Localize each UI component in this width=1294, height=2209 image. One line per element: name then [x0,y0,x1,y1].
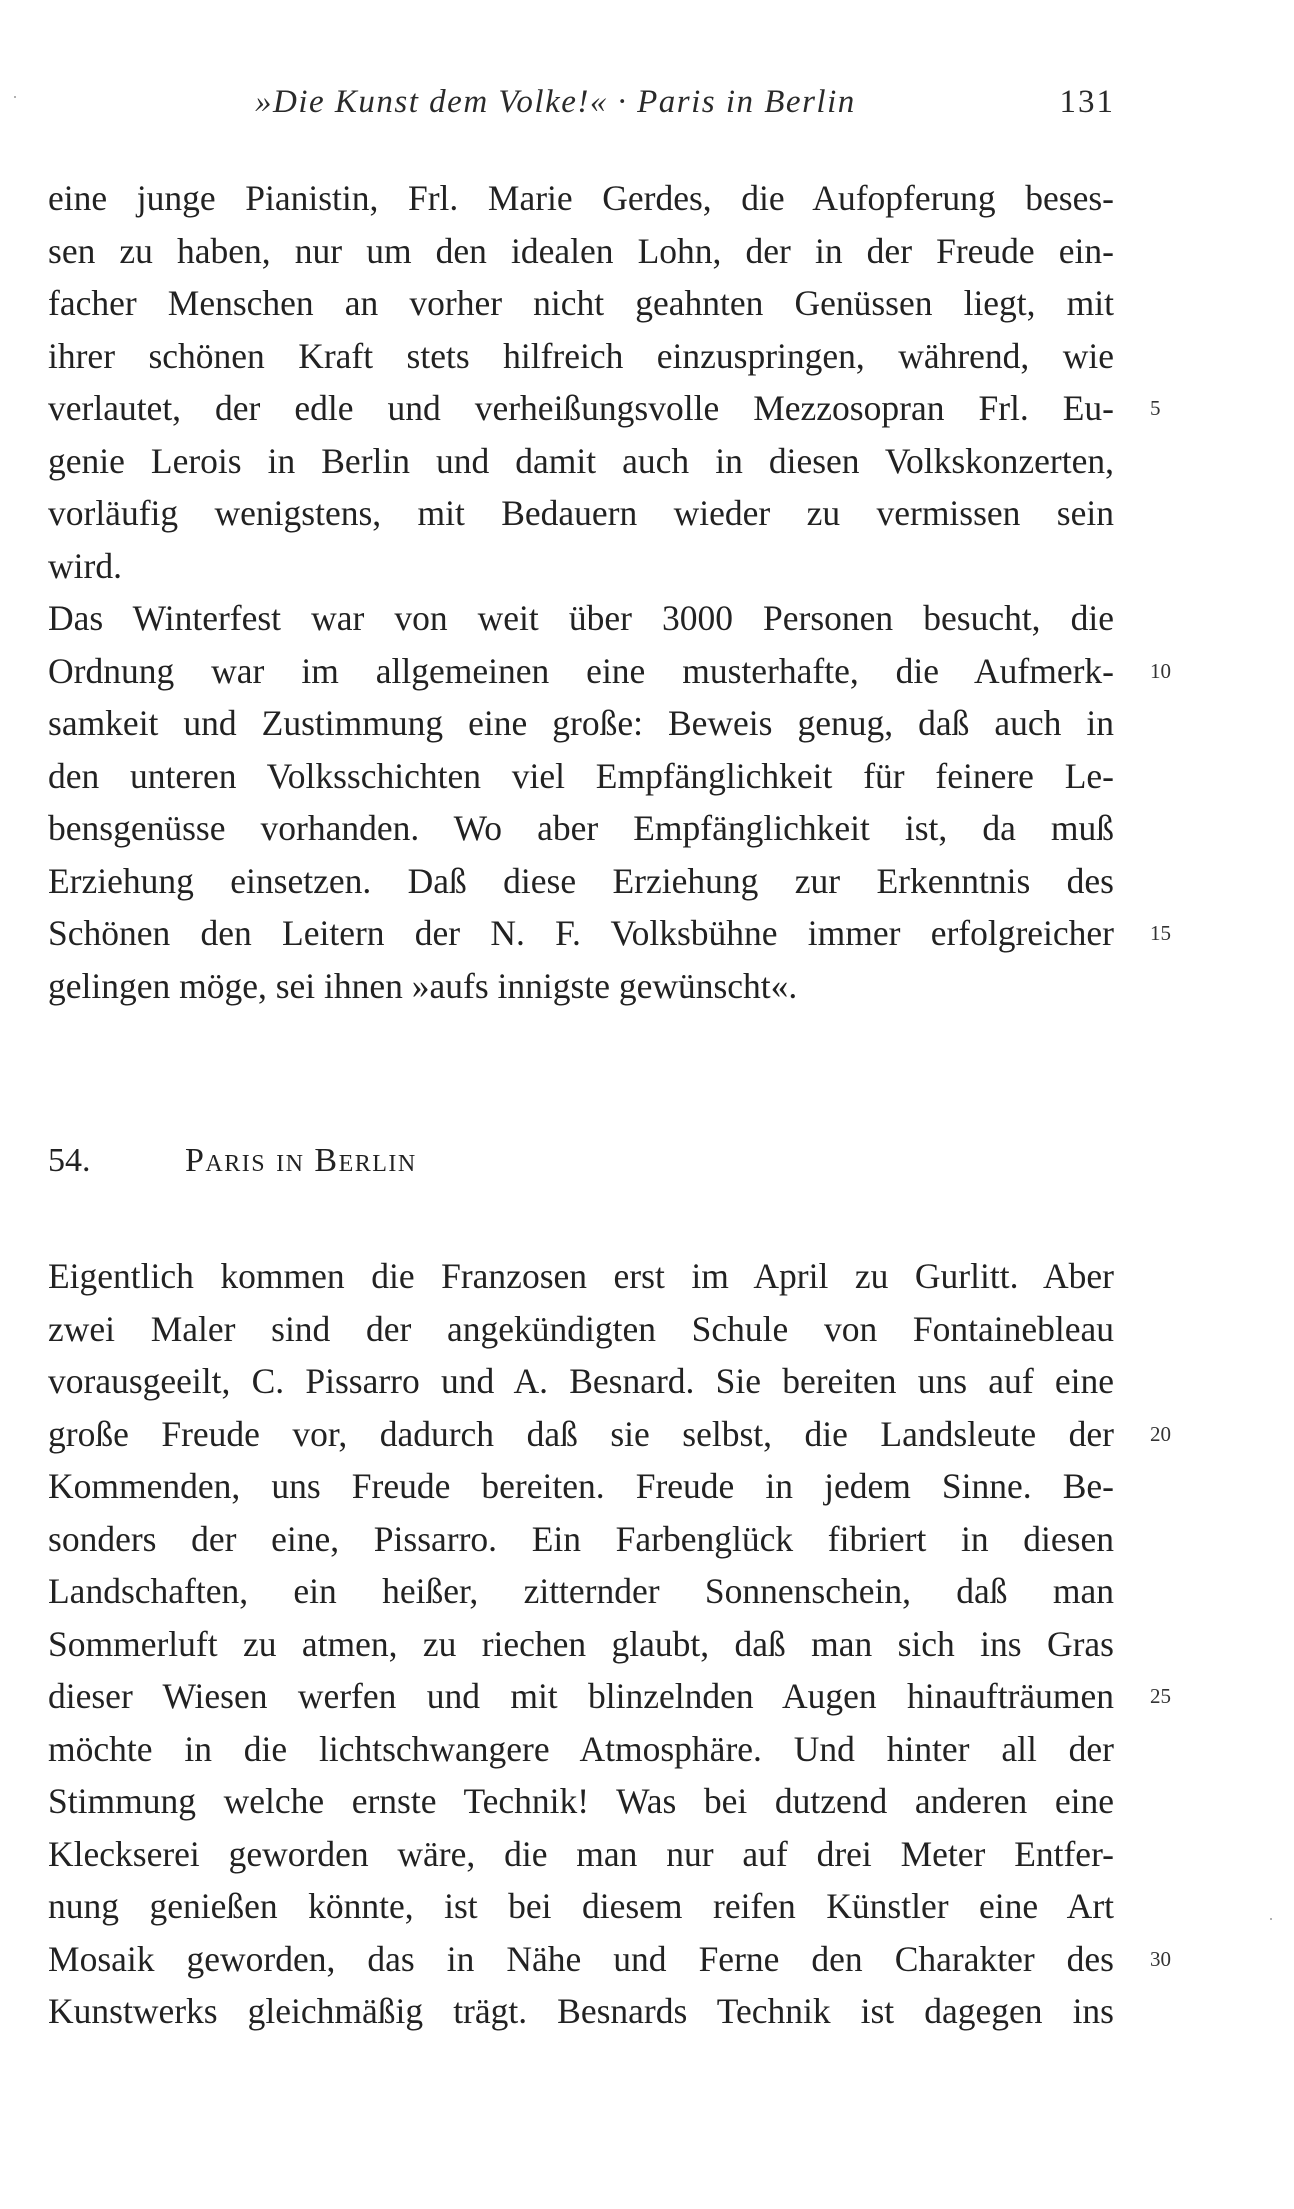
text-line: sonders der eine, Pissarro. Ein Farbenglück fibriert in diesen [48,1518,1114,1559]
text-line: eine junge Pianistin, Frl. Marie Gerdes, die Aufopferung beses- [48,178,1114,218]
text-line: sen zu haben, nur um den idealen Lohn, der in der Freude ein- [48,230,1114,271]
line-number: 10 [1150,658,1171,683]
text-line: ihrer schönen Kraft stets hilfreich einzuspringen, während, wie [48,335,1114,376]
line-number: 15 [1150,921,1171,945]
text-line: Kunstwerks gleichmäßig trägt. Besnards Technik ist dagegen ins [48,1991,1114,2031]
text-line: genie Lerois in Berlin und damit auch in diesen Volkskonzerten, [48,440,1114,481]
text-line: wird. [48,545,122,586]
text-line: verlautet, der edle und verheißungsvolle Mezzosopran Frl. Eu- [48,388,1114,428]
text-line: Ordnung war im allgemeinen eine musterhafte, die Aufmerk- [48,650,1114,691]
text-line: Erziehung einsetzen. Daß diese Erziehung zur Erkenntnis des [48,860,1114,901]
page-number: 131 [1059,84,1115,120]
text-line: nung genießen könnte, ist bei diesem reifen Künstler eine Art [48,1886,1114,1926]
running-head [255,84,1115,124]
text-line: samkeit und Zustimmung eine große: Beweis genug, daß auch in [48,703,1114,743]
text-line: Sommerluft zu atmen, zu riechen glaubt, daß man sich ins Gras [48,1623,1114,1664]
text-line: facher Menschen an vorher nicht geahnten Genüssen liegt, mit [48,283,1114,323]
text-line: Kommenden, uns Freude bereiten. Freude in jedem Sinne. Be- [48,1466,1114,1506]
line-number: 5 [1150,396,1161,420]
print-speck [14,96,16,98]
text-line: möchte in die lichtschwangere Atmosphäre. Und hinter all der [48,1728,1114,1769]
text-line: Eigentlich kommen die Franzosen erst im April zu Gurlitt. Aber [48,1256,1114,1296]
section-number: 54. [48,1142,91,1179]
line-number: 25 [1150,1684,1171,1708]
running-head-title: »Die Kunst dem Volke!« · Paris in Berlin [255,84,856,120]
text-line: Mosaik geworden, das in Nähe und Ferne den Charakter des [48,1938,1114,1979]
text-line: zwei Maler sind der angekündigten Schule von Fontainebleau [48,1308,1114,1349]
text-line: vorläufig wenigstens, mit Bedauern wieder zu vermissen sein [48,493,1114,533]
text-line: vorausgeeilt, C. Pissarro und A. Besnard. Sie bereiten uns auf eine [48,1361,1114,1401]
print-speck [1270,1918,1272,1920]
text-line: bensgenüsse vorhanden. Wo aber Empfänglichkeit ist, da muß [48,808,1114,848]
line-number: 20 [1150,1421,1171,1446]
line-number: 30 [1150,1946,1171,1971]
text-line: Das Winterfest war von weit über 3000 Personen besucht, die [48,598,1114,638]
text-line: Schönen den Leitern der N. F. Volksbühne immer erfolgreicher [48,913,1114,953]
section-title: Paris in Berlin [185,1142,417,1179]
text-line: gelingen möge, sei ihnen »aufs innigste gewünscht«. [48,965,798,1006]
text-line: dieser Wiesen werfen und mit blinzelnden Augen hinaufträumen [48,1676,1114,1716]
text-line: den unteren Volksschichten viel Empfänglichkeit für feinere Le- [48,755,1114,796]
text-line: große Freude vor, dadurch daß sie selbst, die Landsleute der [48,1413,1114,1454]
text-line: Stimmung welche ernste Technik! Was bei dutzend anderen eine [48,1781,1114,1821]
text-line: Kleckserei geworden wäre, die man nur auf drei Meter Entfer- [48,1833,1114,1874]
text-line: Landschaften, ein heißer, zitternder Sonnenschein, daß man [48,1571,1114,1611]
